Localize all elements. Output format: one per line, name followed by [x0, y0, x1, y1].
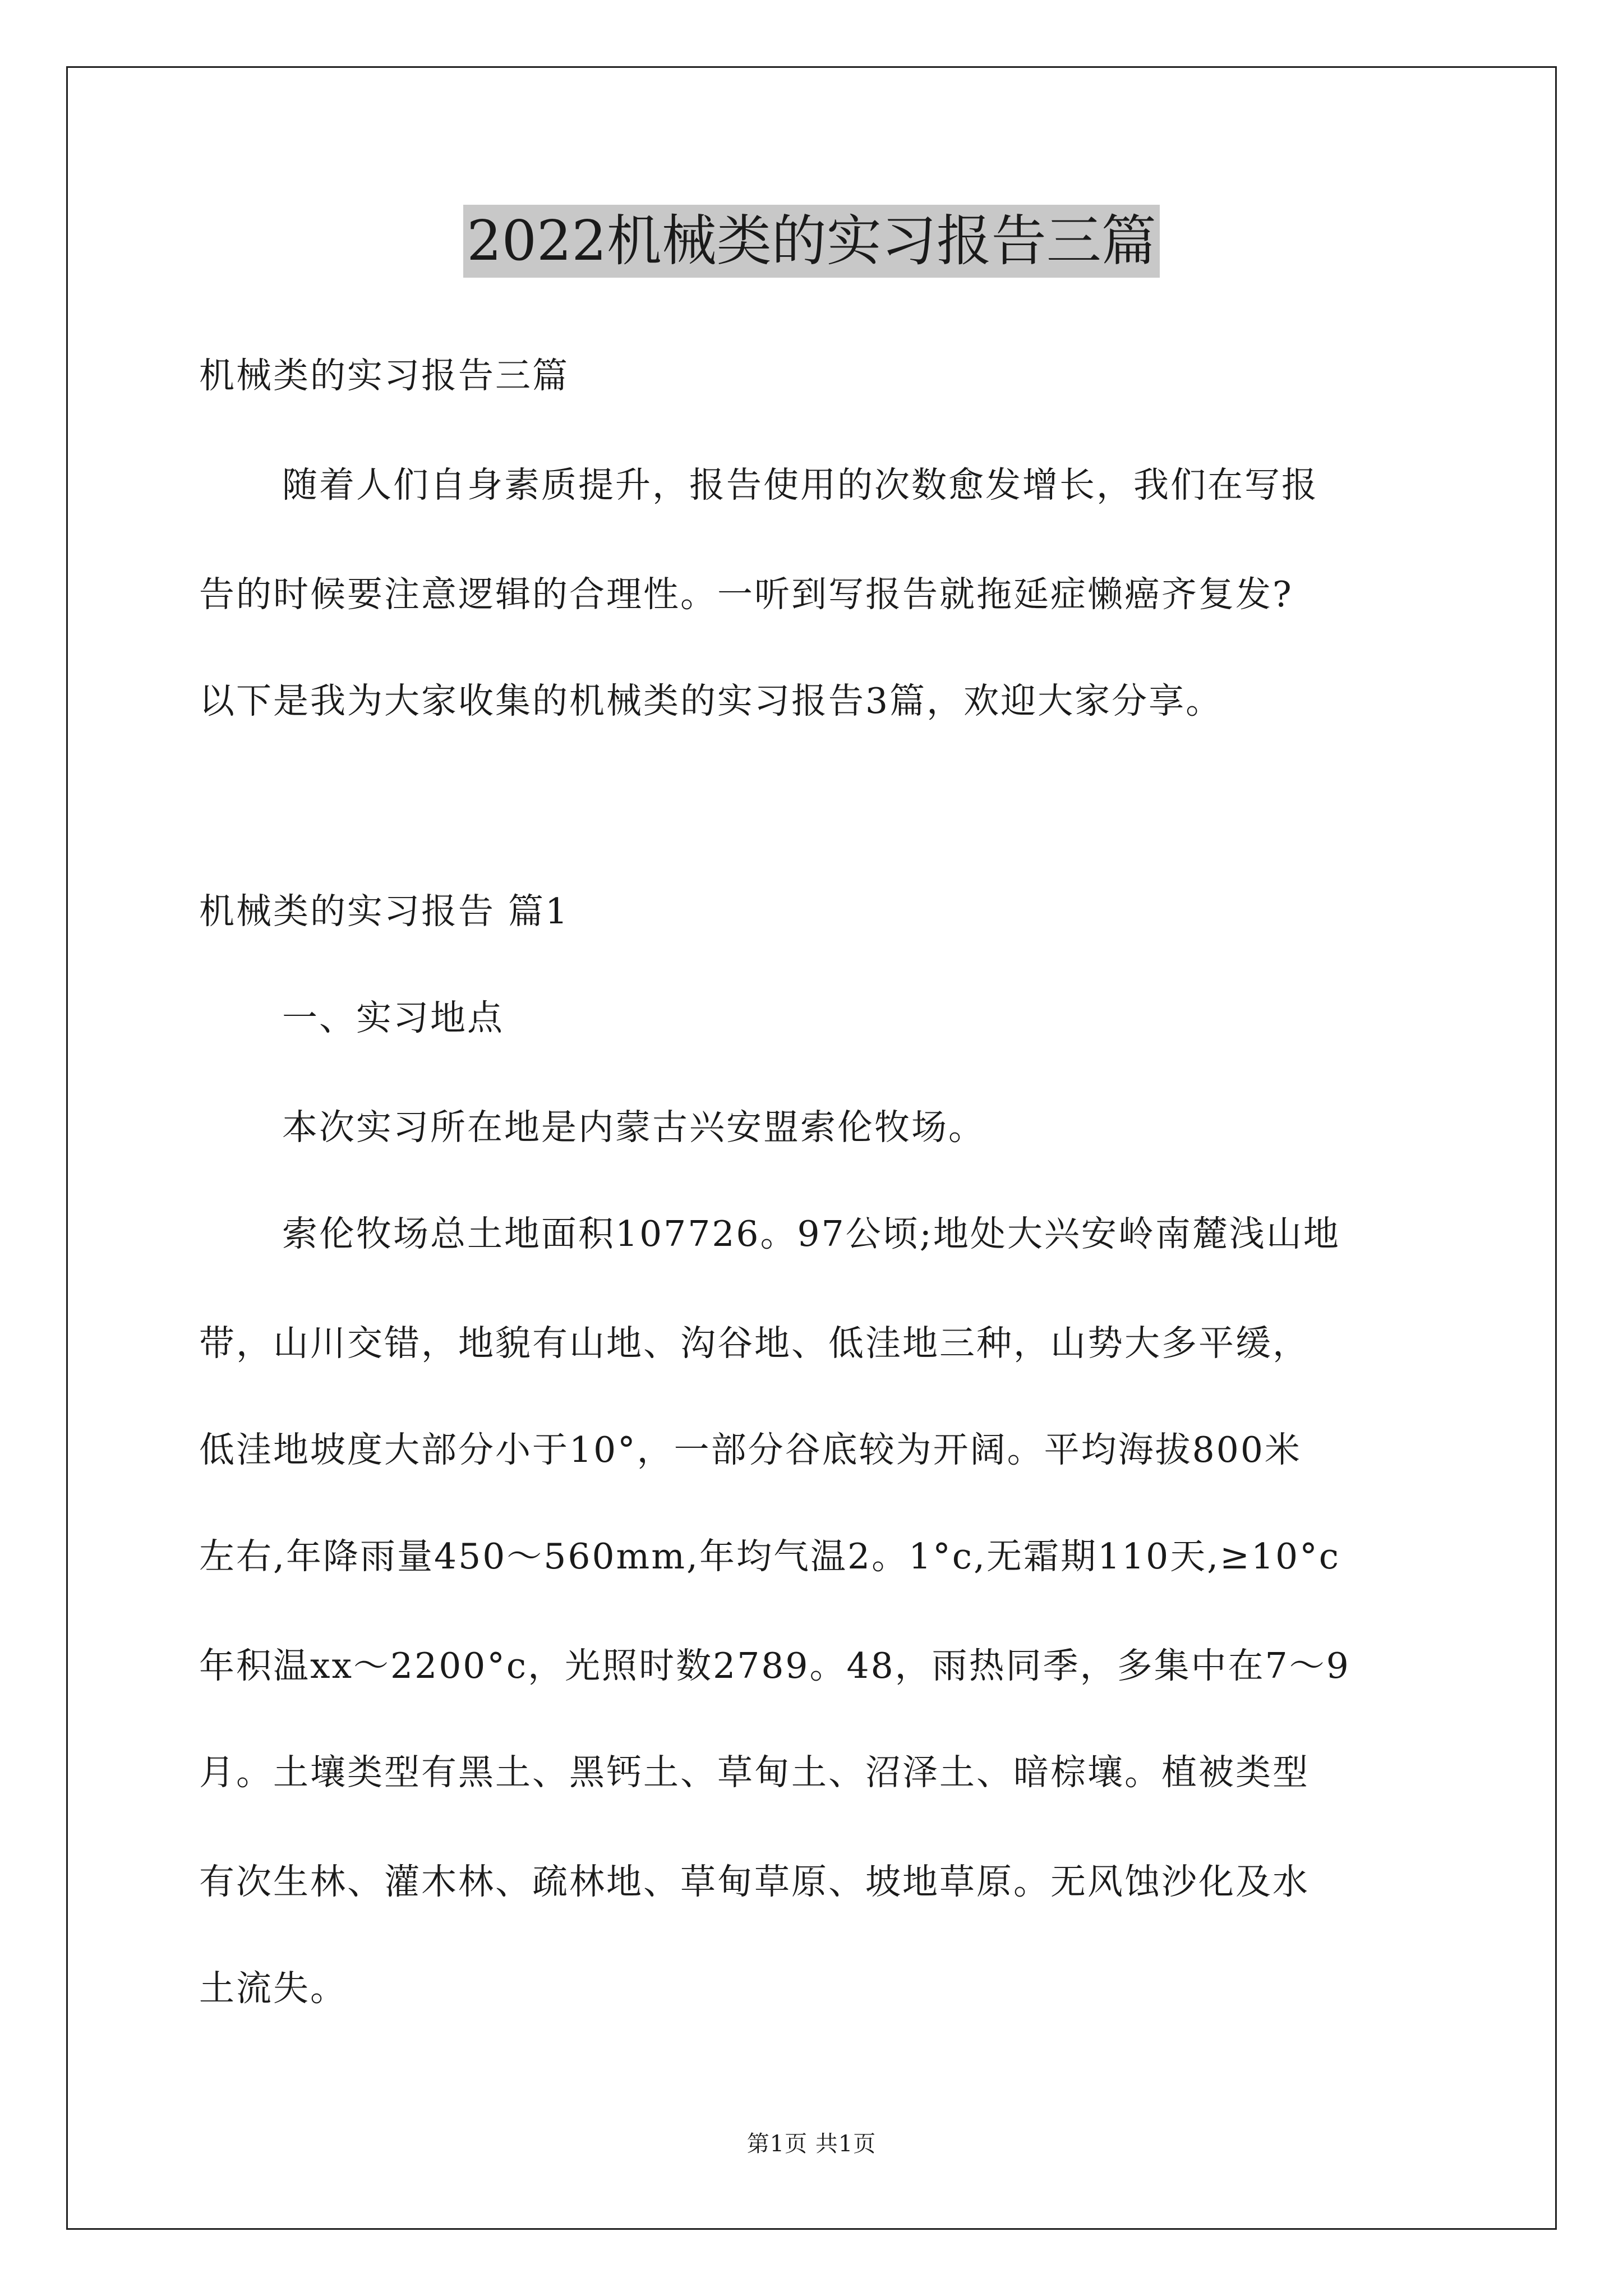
section-heading: 机械类的实习报告 篇1 — [199, 891, 570, 932]
paragraph-line: 有次生林、灌木林、疏林地、草甸草原、坡地草原。无风蚀沙化及水 — [199, 1861, 1310, 1902]
paragraph-line: 带，山川交错，地貌有山地、沟谷地、低洼地三种，山势大多平缓， — [199, 1323, 1310, 1364]
subsection-heading: 一、实习地点 — [282, 997, 504, 1038]
page-footer: 第1页 共1页 — [746, 2131, 877, 2157]
intro-line-2: 告的时候要注意逻辑的合理性。一听到写报告就拖延症懒癌齐复发? — [199, 574, 1293, 615]
title-wrap — [0, 205, 1623, 278]
paragraph-line: 月。土壤类型有黑土、黑钙土、草甸土、沼泽土、暗棕壤。植被类型 — [199, 1752, 1310, 1793]
document-title: 2022机械类的实习报告三篇 — [463, 205, 1159, 278]
paragraph-line: 年积温xx～2200°c，光照时数2789。48，雨热同季，多集中在7～9 — [199, 1645, 1350, 1686]
intro-line-3: 以下是我为大家收集的机械类的实习报告3篇，欢迎大家分享。 — [199, 680, 1223, 721]
intro-line-1: 随着人们自身素质提升，报告使用的次数愈发增长，我们在写报 — [282, 464, 1318, 505]
paragraph-line: 土流失。 — [199, 1968, 347, 2009]
paragraph-line: 索伦牧场总土地面积107726。97公顷;地处大兴安岭南麓浅山地 — [282, 1213, 1340, 1254]
paragraph-line: 左右,年降雨量450～560mm,年均气温2。1°c,无霜期110天,≥10°c — [199, 1536, 1341, 1577]
paragraph-line: 本次实习所在地是内蒙古兴安盟索伦牧场。 — [282, 1107, 985, 1148]
paragraph-line: 低洼地坡度大部分小于10°，一部分谷底较为开阔。平均海拔800米 — [199, 1429, 1302, 1470]
subtitle-line: 机械类的实习报告三篇 — [199, 355, 569, 396]
